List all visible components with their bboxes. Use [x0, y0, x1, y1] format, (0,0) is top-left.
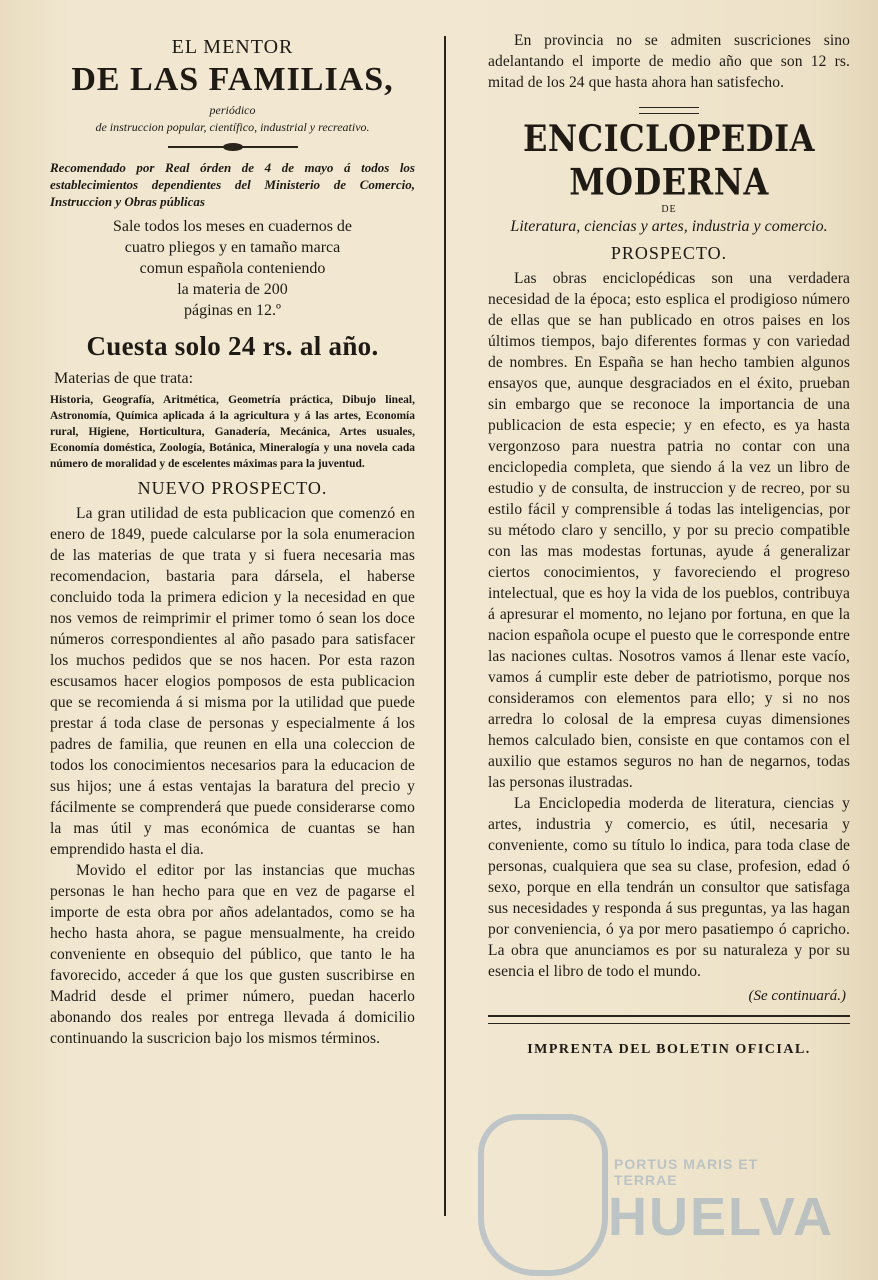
- masthead-title: DE LAS FAMILIAS,: [71, 61, 394, 98]
- masthead-periodico: periódico: [209, 103, 256, 117]
- sale-line: comun española conteniendo: [139, 260, 326, 277]
- sale-info: [50, 216, 415, 321]
- continuara-note: (Se continuará.): [748, 988, 846, 1004]
- prospecto-title: PROSPECTO.: [610, 243, 728, 263]
- sale-line: la materia de 200: [177, 281, 288, 298]
- shield-icon: [478, 1114, 608, 1276]
- left-paragraph: La gran utilidad de esta publicacion que comenzó en enero de 1849, puede calcularse por la sola enumeracion de las materias de que trata y si fuera necesaria mas recomendacion, bastaria para dársela, el haberse concluido toda la primera edicion y la necesidad en que nos vemos de reimprimir el primer tomo ó sean los doce números correspondientes al año pasado para satisfacer los muchos pedidos que se nos hacen. Por esta razon escusamos hacer elogios pomposos de esta publicacion que se recomienda á si misma por la utilidad que puede prestar á toda clase de personas y especialmente á los padres de familia, que reunen en ella una coleccion de todos los conocimientos necesarios para la educacion de sus hijos; une á estas ventajas la baratura del precio y fácilmente se comprenderá que puede considerarse como la mas útil y mas económica de cuantas se han emprendido hasta el dia.: [50, 505, 415, 858]
- column-divider: [444, 36, 446, 1216]
- right-paragraph: Las obras enciclopédicas son una verdadera necesidad de la época; esto esplica el prodigioso número de ellas que se han publicado en otros paises en los últimos tiempos, bajo diferentes formas y con variedad de nombres. En España se han hecho tambien algunos ensayos que, aunque desgraciados en el éxito, prueban sin embargo que se reconoce la importancia de una publicacion de esta especie; y en efecto, es ya hasta vergonzoso para nuestra patria no contar con una enciclopedia completa, que siendo á la vez un libro de estudio y de consulta, de instruccion y de recreo, por su estilo fácil y comprensible á todas las inteligencias, por su método claro y sencillo, y por su precio compatible con las mas modestas fortunas, ayude á generalizar ciertos conocimientos, y favoreciendo el progreso intelectual, que es hoy la vida de los pueblos, contribuya á apresurar el momento, no lejano por fortuna, en que la nacion española ocupe el puesto que le corresponde entre las naciones cultas. Nosotros vamos á llenar este vacío, vamos á cumplir este deber de patriotismo, porque nos consideramos con elementos para ello; y si no nos arredra lo colosal de la empresa cuyas dimensiones hemos calculado bien, consiste en que contamos con el auxilio que estamos seguros no han de negarnos, todas las personas ilustradas.: [488, 270, 850, 791]
- sale-line: Sale todos los meses en cuadernos de: [112, 218, 353, 235]
- price-headline: Cuesta solo 24 rs. al año.: [86, 331, 379, 361]
- ornament-divider: [168, 143, 298, 151]
- masthead-description: de instruccion popular, científico, industrial y recreativo.: [95, 120, 370, 134]
- masthead-line1: EL MENTOR: [171, 36, 294, 58]
- sale-line: cuatro pliegos y en tamaño marca: [124, 239, 341, 256]
- recommended-notice: Recomendado por Real órden de 4 de mayo á todos los establecimientos dependientes del Ministerio de Comercio, Instruccion y Obras públicas: [50, 160, 415, 209]
- enciclopedia-subtitle: Literatura, ciencias y artes, industria y comercio.: [510, 218, 828, 235]
- watermark-text: HUELVA: [608, 1187, 834, 1247]
- enciclopedia-de: DE: [661, 204, 677, 215]
- right-paragraph: La Enciclopedia moderda de literatura, ciencias y artes, industria y comercio, es útil, necesaria y conveniente, como su título lo indica, para toda clase de personas, cualquiera que sea su clase, profesion, edad ó sexo, porque en ella tendrán un consultor que satisfaga sus necesidades y responda á sus preguntas, ya las hagan por conveniencia, ó ya por mero pasatiempo ó capricho. La obra que anunciamos es por su naturaleza y por su esencia el libro de todo el mundo.: [488, 795, 850, 980]
- nuevo-prospecto-title: NUEVO PROSPECTO.: [137, 478, 328, 498]
- materias-list: Historia, Geografía, Aritmética, Geometría práctica, Dibujo lineal, Astronomía, Química aplicada á la agricultura y á las artes, Economía rural, Higiene, Horticultura, Ganadería, Mecánica, Artes usuales, Economía doméstica, Zoología, Botánica, Mineralogía y una novela cada número de moralidad y de escelentes máximas para la juventud.: [50, 394, 415, 470]
- enciclopedia-title: ENCICLOPEDIA MODERNA: [523, 116, 815, 204]
- imprint-line: IMPRENTA DEL BOLETIN OFICIAL.: [527, 1042, 811, 1057]
- watermark-motto: PORTUS MARIS ET TERRAE: [614, 1156, 759, 1188]
- right-column: [488, 30, 850, 1058]
- double-rule: [639, 107, 699, 114]
- provincia-paragraph: En provincia no se admiten suscriciones sino adelantando el importe de medio año que son 12 rs. mitad de los 24 que hasta ahora han satisfecho.: [488, 32, 850, 91]
- materias-title: Materias de que trata:: [54, 370, 194, 387]
- left-column: [50, 30, 415, 1049]
- sale-line: páginas en 12.º: [184, 302, 281, 319]
- huelva-watermark: [468, 1108, 834, 1268]
- left-paragraph: Movido el editor por las instancias que muchas personas le han hecho para que en vez de pagarse el importe de esta obra por años adelantados, como se ha hecho hasta ahora, se pague mensualmente, ha creido conveniente en obsequio del público, que tanto le ha favorecido, acceder á que los que gusten suscribirse en Madrid desde el primer número, puedan hacerlo abonando dos reales por entrega llevada á domicilio continuando la suscricion bajo los mismos términos.: [50, 862, 415, 1047]
- bottom-rule: [488, 1015, 850, 1024]
